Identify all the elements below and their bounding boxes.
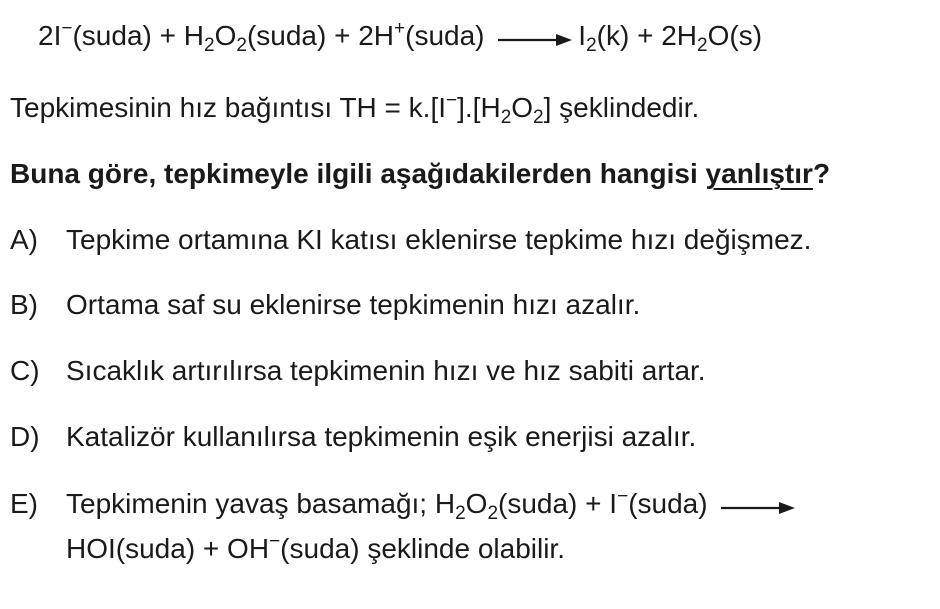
- option-text: (suda) + I: [498, 488, 618, 519]
- charge-minus: −: [269, 531, 281, 552]
- option-c[interactable]: [10, 353, 706, 389]
- charge-minus: −: [446, 90, 458, 111]
- water-h: 2H: [661, 20, 698, 51]
- option-letter: E): [10, 488, 38, 519]
- rate-prefix: Tepkimesinin hız bağıntısı TH = k.[I: [10, 92, 447, 123]
- option-e-continued: [66, 531, 565, 567]
- reaction-arrow-icon: [498, 20, 572, 56]
- option-a[interactable]: [10, 222, 811, 258]
- option-letter: C): [10, 355, 40, 386]
- rate-o: O: [511, 92, 534, 123]
- option-text: Tepkime ortamına KI katısı eklenirse tepkime hızı değişmez.: [66, 224, 812, 255]
- option-text: Katalizör kullanılırsa tepkimenin eşik enerjisi azalır.: [66, 421, 697, 452]
- option-text: HOI(suda) + OH: [66, 533, 270, 564]
- plus-sign: +: [629, 20, 662, 51]
- iodine-term: I: [578, 20, 587, 51]
- state-aq: (suda): [628, 488, 708, 519]
- rate-suffix: ] şeklindedir.: [543, 92, 700, 123]
- question-stem: Buna göre, tepkimeyle ilgili aşağıdakilerden hangisi: [10, 158, 706, 189]
- subscript: 2: [236, 35, 247, 56]
- option-letter: A): [10, 224, 38, 255]
- option-text: (suda) şeklinde olabilir.: [280, 533, 565, 564]
- water-o: O: [707, 20, 730, 51]
- state-aq: (suda): [72, 20, 152, 51]
- option-e[interactable]: [10, 486, 801, 524]
- option-text: Tepkimenin yavaş basamağı; H: [66, 488, 456, 519]
- charge-minus: −: [617, 486, 629, 507]
- subscript: 2: [500, 107, 512, 128]
- option-text: Sıcaklık artırılırsa tepkimenin hızı ve hız sabiti artar.: [66, 355, 706, 386]
- rate-mid: ].[H: [457, 92, 501, 123]
- option-letter: D): [10, 421, 40, 452]
- question-mark: ?: [812, 158, 831, 189]
- plus-sign: +: [326, 20, 359, 51]
- question-text: [10, 156, 830, 192]
- subscript: 2: [487, 503, 499, 524]
- charge-minus: −: [61, 18, 73, 39]
- h2o2-o: O: [465, 488, 488, 519]
- rate-law-text: [10, 90, 699, 126]
- state-liquid: (s): [729, 20, 763, 51]
- option-b[interactable]: [10, 287, 640, 323]
- reaction-equation: [38, 18, 762, 56]
- subscript: 2: [455, 503, 466, 524]
- question-emphasis: yanlıştır: [705, 158, 813, 189]
- charge-plus: +: [394, 18, 406, 39]
- state-aq: (suda): [246, 20, 327, 51]
- reaction-arrow-icon: [721, 488, 795, 524]
- subscript: 2: [204, 35, 215, 56]
- subscript: 2: [533, 107, 544, 128]
- state-solid: (k): [596, 20, 630, 51]
- option-d[interactable]: [10, 419, 696, 455]
- iodide-term: 2I: [38, 20, 62, 51]
- state-aq: (suda): [405, 20, 485, 51]
- subscript: 2: [697, 35, 708, 56]
- h2o2-h: H: [183, 20, 204, 51]
- h2o2-o: O: [214, 20, 237, 51]
- plus-sign: +: [151, 20, 184, 51]
- subscript: 2: [586, 35, 597, 56]
- hydrogen-ion-term: 2H: [358, 20, 395, 51]
- option-letter: B): [10, 289, 38, 320]
- option-text: Ortama saf su eklenirse tepkimenin hızı azalır.: [66, 289, 641, 320]
